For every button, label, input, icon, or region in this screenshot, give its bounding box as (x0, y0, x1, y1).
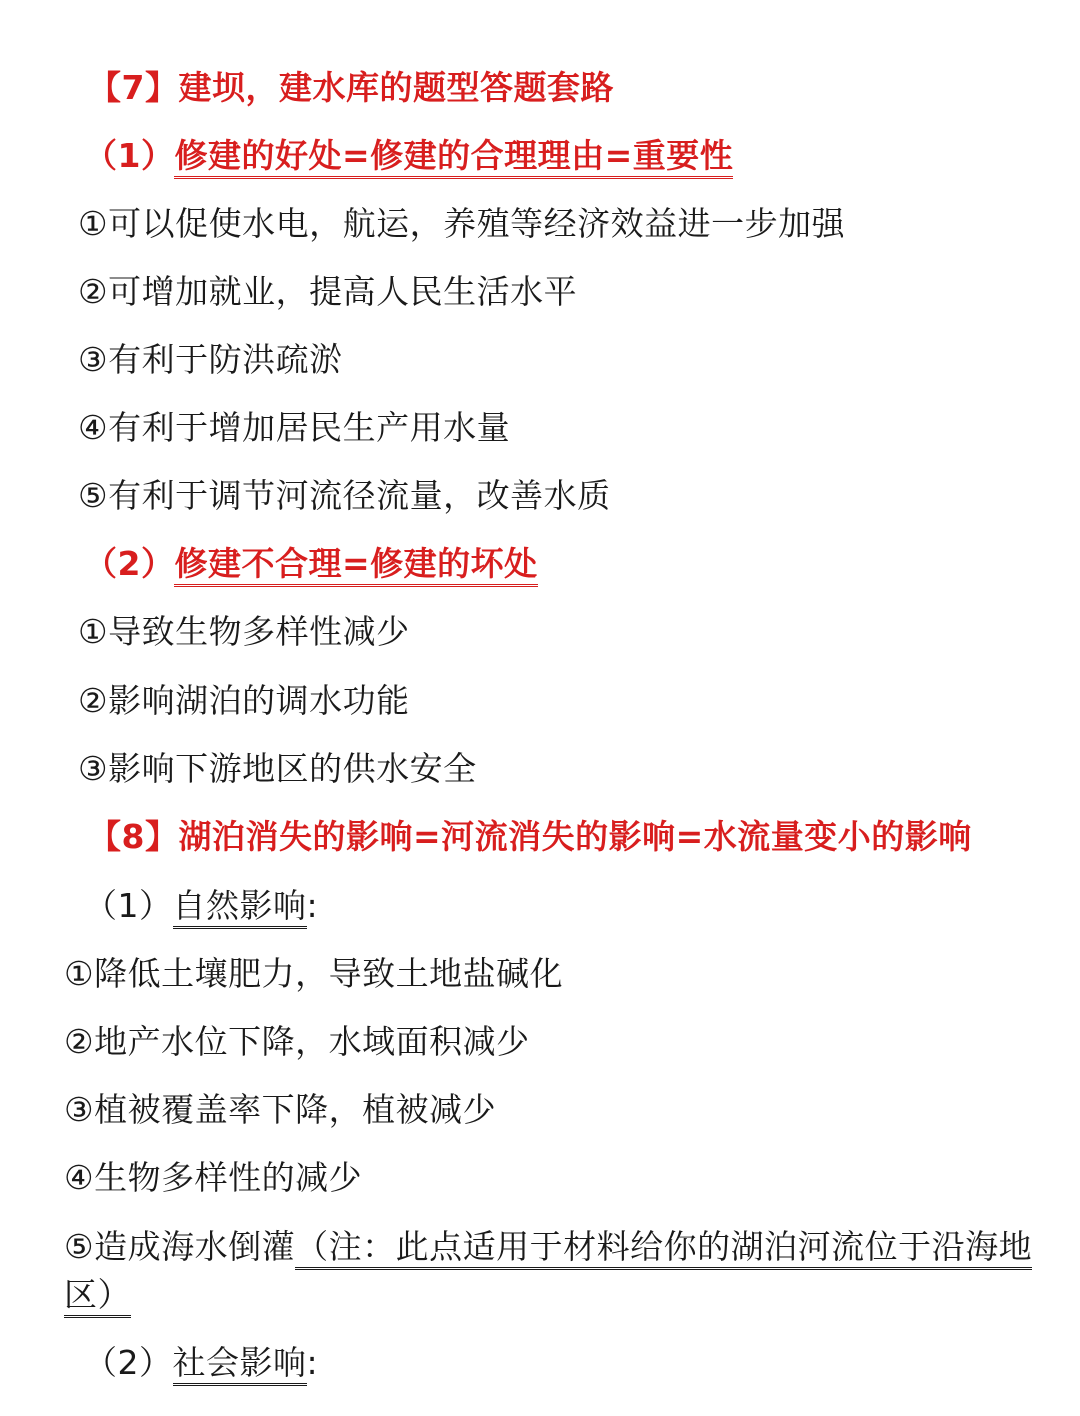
section-7-sub1-label: 修建的好处=修建的合理理由=重要性 (174, 136, 733, 179)
section-7-title: 【7】建坝，建水库的题型答题套路 (88, 68, 614, 107)
item-5-main: ⑤造成海水倒灌 (64, 1227, 296, 1266)
list-item: ②地产水位下降，水域面积减少 (64, 1022, 530, 1061)
section-8-sub1-heading (84, 884, 318, 928)
list-item: ②可增加就业，提高人民生活水平 (78, 272, 578, 311)
list-item: ④有利于增加居民生产用水量 (78, 408, 511, 447)
section-7-sub1-prefix: （1） (84, 136, 175, 175)
list-item: ①可以促使水电，航运，养殖等经济效益进一步加强 (78, 204, 846, 243)
list-item: ②影响湖泊的调水功能 (78, 681, 410, 720)
item-5-note-continuation (64, 1273, 131, 1317)
item-5-note: （注：此点适用于材料给你的湖泊河流位于沿海地 (295, 1227, 1032, 1270)
section-8-title: 【8】湖泊消失的影响=河流消失的影响=水流量变小的影响 (88, 817, 972, 856)
section-8-sub2-heading (84, 1341, 318, 1385)
list-item: ③植被覆盖率下降，植被减少 (64, 1090, 497, 1129)
section-8-sub1-colon: : (306, 886, 319, 925)
section-8-sub2-label: 社会影响 (173, 1343, 307, 1386)
list-item: ⑤有利于调节河流径流量，改善水质 (78, 476, 611, 515)
list-item: ①降低土壤肥力，导致土地盐碱化 (64, 954, 564, 993)
section-7-sub2-label: 修建不合理=修建的坏处 (174, 544, 537, 587)
section-8-sub1-prefix: （1） (84, 886, 173, 925)
section-7-sub1-heading (84, 134, 733, 178)
section-8-sub2-prefix: （2） (84, 1343, 173, 1382)
list-item: ③影响下游地区的供水安全 (78, 749, 477, 788)
list-item: ③有利于防洪疏淤 (78, 340, 343, 379)
list-item: ④生物多样性的减少 (64, 1158, 363, 1197)
list-item (64, 1225, 1032, 1269)
section-7-sub2-prefix: （2） (84, 544, 175, 583)
section-7-sub2-heading (84, 542, 538, 586)
section-8-sub1-label: 自然影响 (173, 886, 307, 929)
section-8-sub2-colon: : (306, 1343, 319, 1382)
list-item: ①导致生物多样性减少 (78, 612, 410, 651)
item-5-note-end: 区） (64, 1275, 131, 1318)
